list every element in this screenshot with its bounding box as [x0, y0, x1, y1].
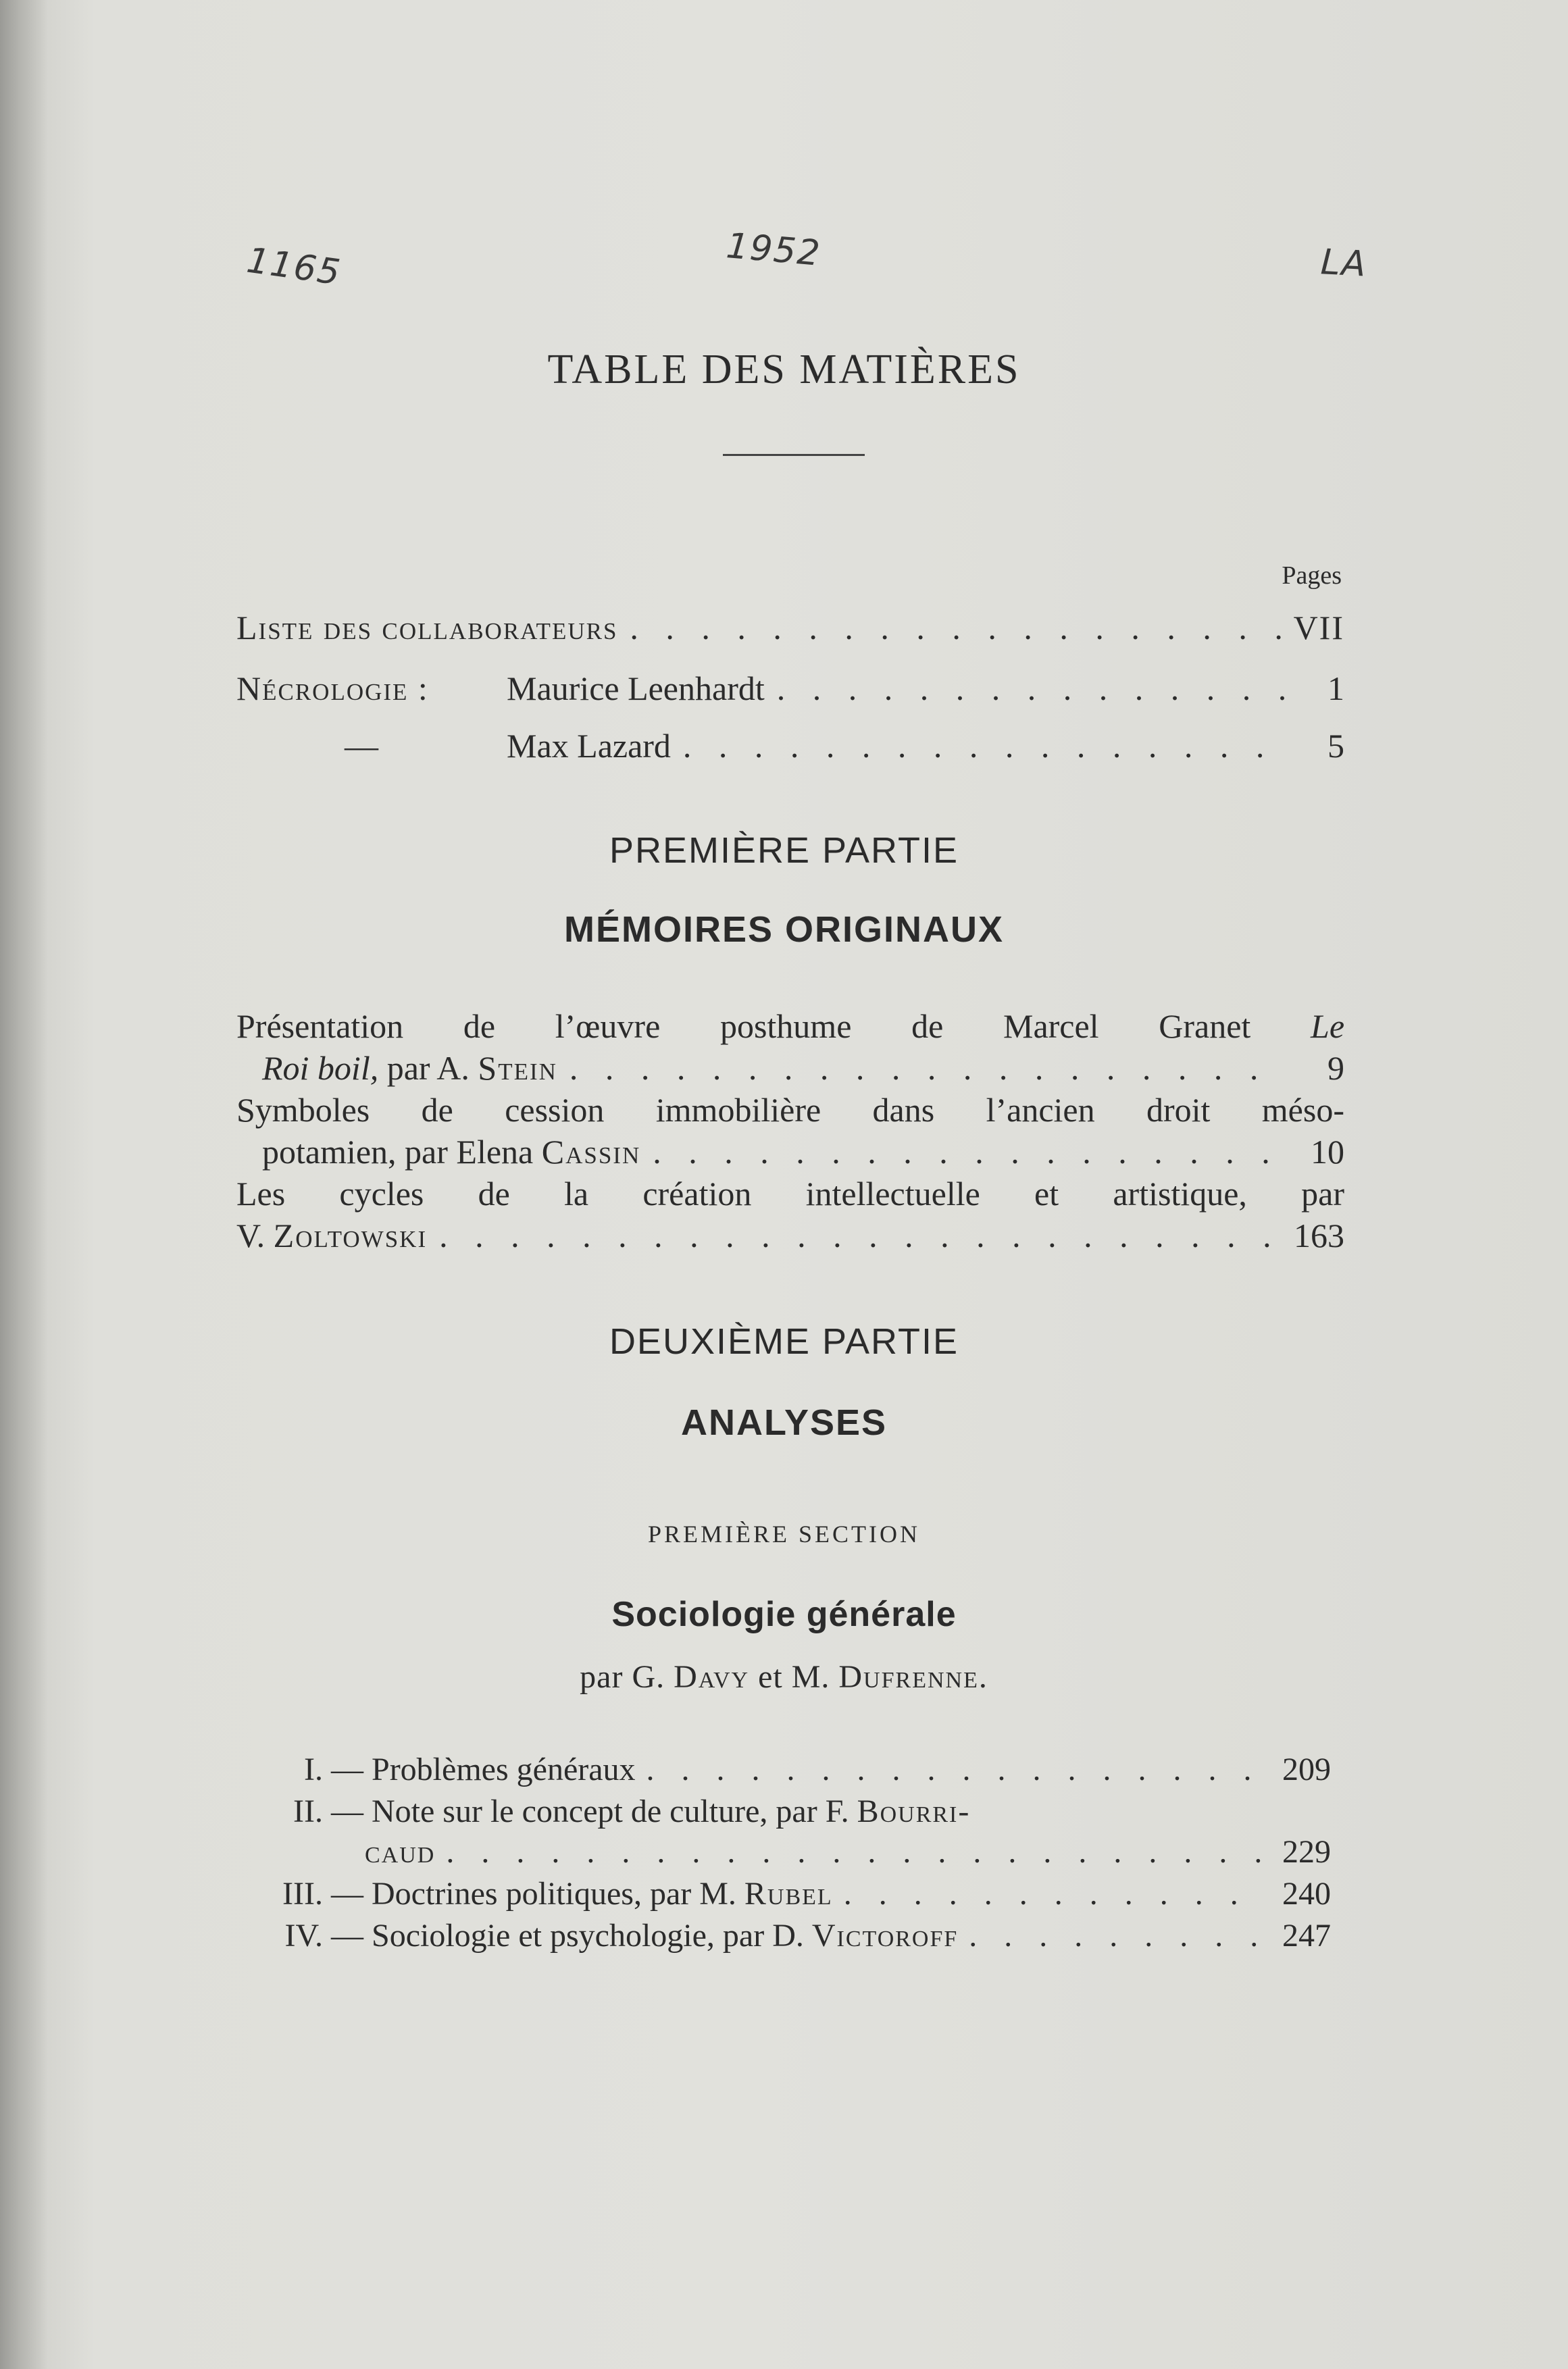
toc-entry-collaborators: [236, 608, 1344, 651]
section-label: PREMIÈRE SECTION: [647, 1521, 920, 1548]
entry-italic-cont: Roi boil,: [262, 1049, 379, 1087]
toc-entry-cassin: [236, 1089, 1344, 1173]
entry-page: 9: [1327, 1049, 1344, 1087]
entry-page: 5: [1327, 727, 1344, 765]
item-page: 209: [1282, 1752, 1331, 1787]
entry-italic: Le: [1311, 1007, 1345, 1045]
entry-page: 1: [1327, 669, 1344, 707]
entry-page: 163: [1294, 1217, 1344, 1254]
item-page: 247: [1282, 1918, 1331, 1954]
entry-text: Présentation de l’œuvre posthume de Marcel Granet: [236, 1007, 1251, 1045]
item-author: Victoroff: [811, 1918, 959, 1954]
section-author-1: Davy: [674, 1659, 750, 1695]
item-text: — Note sur le concept de culture, par F.: [331, 1793, 849, 1829]
toc-item-2: [230, 1791, 1331, 1873]
toc-item-4: [230, 1916, 1331, 1956]
part1-title: MÉMOIRES ORIGINAUX: [563, 909, 1005, 950]
entry-author: Zoltowski: [273, 1217, 428, 1254]
entry-page: 10: [1311, 1133, 1344, 1171]
section-by-mid: et M.: [758, 1659, 830, 1695]
item-page: 240: [1282, 1876, 1331, 1912]
part1-number: PREMIÈRE PARTIE: [609, 830, 959, 871]
entry-name: Maurice Leenhardt: [507, 669, 765, 707]
item-number: I.: [304, 1752, 323, 1787]
handwritten-note-center: 1952: [724, 225, 823, 275]
item-author-cont: caud: [365, 1834, 436, 1870]
handwritten-note-left: 1165: [244, 240, 344, 294]
item-text: — Problèmes généraux: [331, 1752, 636, 1787]
pages-column-label: Pages: [1282, 561, 1342, 590]
dot-leader: [653, 1131, 1285, 1173]
toc-entry-zoltowski: [236, 1173, 1344, 1256]
item-text: — Doctrines politiques, par M.: [331, 1876, 736, 1912]
entry-page: VII: [1293, 609, 1344, 646]
item-author: Rubel: [744, 1876, 833, 1912]
entry-label: Nécrologie :: [236, 669, 429, 707]
section-authors: [0, 1658, 1568, 1696]
entry-author: Cassin: [541, 1133, 641, 1171]
toc-entry-necrology-leenhardt: [236, 669, 1344, 712]
item-text: — Sociologie et psychologie, par D.: [331, 1918, 804, 1954]
part2-number: DEUXIÈME PARTIE: [609, 1321, 959, 1362]
item-author: Bourri-: [857, 1793, 971, 1829]
entry-label: Liste des collaborateurs: [236, 609, 618, 646]
section-title: Sociologie générale: [611, 1595, 957, 1634]
dot-leader: [777, 669, 1285, 708]
page-title: TABLE DES MATIÈRES: [547, 347, 1021, 392]
toc-item-1: [230, 1750, 1331, 1790]
entry-name: Max Lazard: [507, 727, 671, 765]
dot-leader: [683, 726, 1285, 765]
dot-leader: [570, 1047, 1285, 1089]
entry-text: Les cycles de la création intellectuelle et artistique, par: [236, 1175, 1344, 1213]
item-number: IV.: [284, 1918, 323, 1954]
toc-entry-necrology-lazard: [236, 726, 1344, 769]
item-page: 229: [1282, 1834, 1331, 1870]
entry-text-cont: par A.: [386, 1049, 470, 1087]
dot-leader: [630, 608, 1281, 647]
toc-entry-granet: [236, 1005, 1344, 1089]
item-number: II.: [293, 1793, 323, 1829]
title-divider: [723, 454, 865, 456]
entry-author: Stein: [478, 1049, 557, 1087]
entry-text-cont: V.: [236, 1217, 265, 1254]
entry-text-cont: potamien, par Elena: [262, 1133, 534, 1171]
section-by-prefix: par G.: [580, 1659, 665, 1695]
handwritten-note-right: LA: [1319, 242, 1369, 285]
entry-dash: —: [345, 727, 378, 765]
dot-leader: [439, 1215, 1282, 1256]
section-author-2: Dufrenne.: [838, 1659, 988, 1695]
dot-leader: [969, 1916, 1266, 1956]
part2-title: ANALYSES: [680, 1402, 888, 1443]
dot-leader: [844, 1874, 1266, 1914]
dot-leader: [446, 1832, 1266, 1873]
dot-leader: [647, 1750, 1266, 1790]
item-number: III.: [282, 1876, 323, 1912]
toc-item-3: [230, 1874, 1331, 1914]
entry-text: Symboles de cession immobilière dans l’ancien droit méso-: [236, 1091, 1344, 1129]
